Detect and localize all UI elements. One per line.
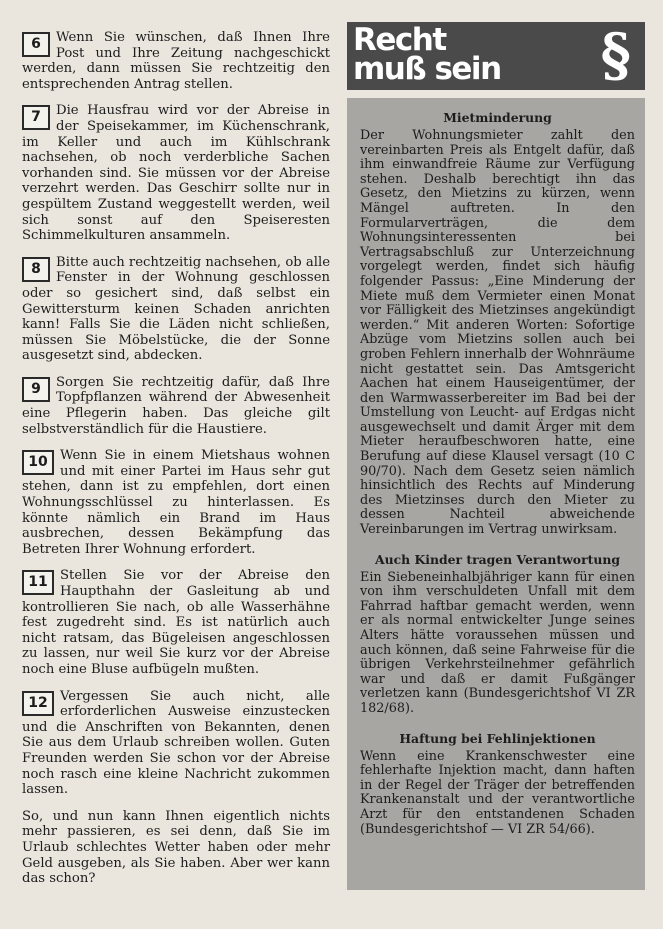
tip-11 bbox=[22, 568, 330, 677]
legal-info-box bbox=[347, 98, 645, 890]
tip-number-badge: 11 bbox=[22, 570, 54, 595]
section-text: Der Wohnungsmieter zahlt den vereinbarten Preis als Entgelt dafür, daß ihm einwandfreie Räume zur Verfügung stehen. Deshalb berechtigt ihn das Gesetz, den Mietzins zu kürzen, wenn Mängel auftreten. In den Formularverträgen, die dem Wohnungsinteressenten bei Vertragsabschluß zur Unterzeichnung vorgelegt werden, findet sich häufig folgender Passus: „Eine Minderung der Miete muß dem Vermieter einen Monat vor Fälligkeit des Mietzinses angekündigt werden.“ Mit anderen Worten: Sofortige Abzüge vom Mietzins sollen auch bei groben Fehlern innerhalb der Wohnräume nicht gestattet sein. Das Amtsgericht Aachen hat einem Hauseigentümer, der den Warmwasserbereiter im Bad bei der Umstellung von Leucht- auf Erdgas nicht ausgewechselt und damit Ärger mit dem Mieter heraufbeschworen hatte, eine Berufung auf diese Klausel versagt (10 C 90/70). Nach dem Gesetz seien nämlich hinsichtlich des Rechts auf Minderung des Mietzinses durch den Mieter zu dessen Nachteil abweichende Vereinbarungen im Vertrag unwirksam. bbox=[360, 128, 635, 538]
tip-text: Die Hausfrau wird vor der Abreise in der Speisekammer, im Küchenschrank, im Keller und auch im Kühlschrank nachsehen, ob noch verderbliche Sachen vorhanden sind. Sie müssen vor der Abreise verzehrt werden. Das Geschirr sollte nur in gespültem Zustand weggestellt werden, weil sich sonst auf den Speiseresten Schimmelkulturen ansammeln. bbox=[22, 103, 330, 244]
tip-9 bbox=[22, 375, 330, 437]
tip-10 bbox=[22, 448, 330, 557]
section-heading: Auch Kinder tragen Verantwortung bbox=[374, 551, 621, 567]
tip-6 bbox=[22, 30, 330, 92]
tip-12 bbox=[22, 689, 330, 798]
tip-number-badge: 12 bbox=[22, 691, 54, 716]
paragraph-sign-icon: § bbox=[600, 21, 631, 89]
tip-number-badge: 7 bbox=[22, 105, 50, 130]
closing-paragraph: So, und nun kann Ihnen eigentlich nichts mehr passieren, es sei denn, daß Sie im Urlaub schlechtes Wetter haben oder mehr Geld ausgeben, als Sie haben. Aber wer kann das schon? bbox=[22, 808, 330, 887]
tip-text: Wenn Sie in einem Mietshaus wohnen und mit einer Partei im Haus sehr gut stehen, dann ist zu empfehlen, dort einen Wohnungsschlüssel zu hinterlassen. Es könnte nämlich ein Brand im Haus ausbrechen, dessen Bekämpfung das Betreten Ihrer Wohnung erfordert. bbox=[22, 448, 330, 557]
tip-text: Wenn Sie wünschen, daß Ihnen Ihre Post und Ihre Zeitung nachgeschickt werden, dann müssen Sie rechtzeitig den entsprechenden Antrag stellen. bbox=[22, 30, 330, 92]
section-text: Wenn eine Krankenschwester eine fehlerhafte Injektion macht, dann haften in der Regel der Träger der betreffenden Krankenanstalt und der verantwortliche Arzt für den entstandenen Schaden (Bundesgerichtshof — VI ZR 54/66). bbox=[360, 748, 635, 837]
section-text: Ein Siebeneinhalbjähriger kann für einen von ihm verschuldeten Unfall mit dem Fahrrad haftbar gemacht werden, wenn er als normal entwickelter Junge seines Alters hätte voraussehen müssen und auch können, daß seine Fahrweise für die übrigen Verkehrsteilnehmer gefährlich war und daß er damit Fußgänger verletzen kann (Bundesgerichtshof VI ZR 182/68). bbox=[360, 569, 635, 716]
banner-title: Recht muß sein bbox=[353, 22, 501, 87]
tip-number-badge: 6 bbox=[22, 32, 50, 57]
section-heading: Haftung bei Fehlinjektionen bbox=[399, 730, 596, 746]
right-column bbox=[347, 22, 645, 890]
tip-text: Bitte auch rechtzeitig nachsehen, ob alle Fenster in der Wohnung geschlossen oder so gesichert sind, daß selbst ein Gewittersturm keinen Schaden anrichten kann! Falls Sie die Läden nicht schließen, müssen Sie Möbelstücke, die der Sonne ausgesetzt sind, abdecken. bbox=[22, 254, 330, 364]
tip-text: Vergessen Sie auch nicht, alle erforderlichen Ausweise einzustecken und die Anschriften von Bekannten, denen Sie aus dem Urlaub schreiben wollen. Guten Freunden werden Sie schon vor der Abreise noch rasch eine kleine Nachricht zukommen lassen. bbox=[22, 688, 330, 798]
tip-7 bbox=[22, 103, 330, 243]
tip-number-badge: 9 bbox=[22, 377, 50, 402]
tip-number-badge: 8 bbox=[22, 257, 50, 282]
tip-text: Sorgen Sie rechtzeitig dafür, daß Ihre Topfpflanzen während der Abwesenheit eine Pflegerin haben. Das gleiche gilt selbstverständlich für die Haustiere. bbox=[22, 374, 330, 437]
section-heading: Mietminderung bbox=[443, 110, 552, 125]
left-column bbox=[22, 30, 330, 887]
section-banner bbox=[347, 22, 645, 90]
tip-8 bbox=[22, 255, 330, 364]
tip-text: Stellen Sie vor der Abreise den Haupthahn der Gasleitung ab und kontrollieren Sie nach, ob alle Wasserhähne fest zugedreht sind. Es ist natürlich auch nicht ratsam, das Bügeleisen angeschlossen zu lassen, nur weil Sie kurz vor der Abreise noch eine Bluse aufbügeln mußten. bbox=[22, 568, 330, 677]
tip-number-badge: 10 bbox=[22, 450, 54, 475]
